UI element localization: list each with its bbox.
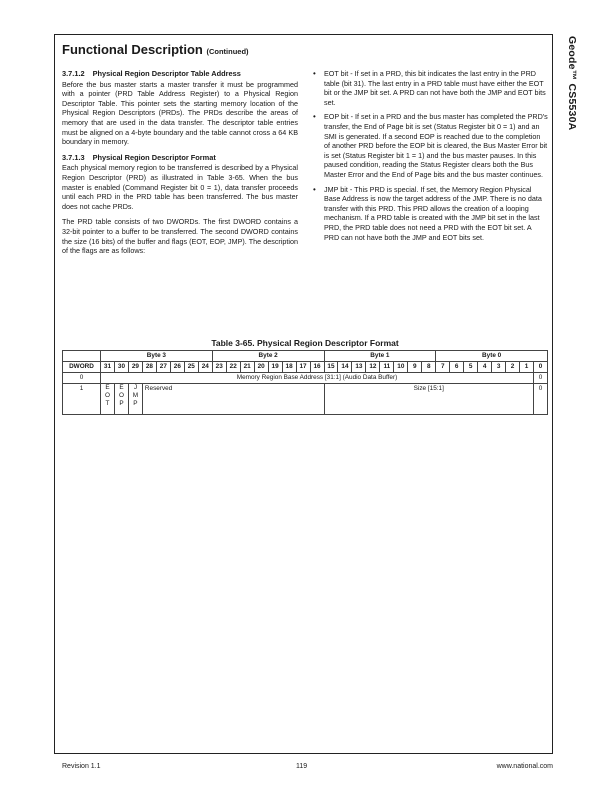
bit-number-cell: 16 [310, 362, 324, 373]
bit-number-cell: 20 [254, 362, 268, 373]
reserved-field: Reserved [142, 384, 324, 415]
table-header-byte0: Byte 0 [436, 351, 548, 362]
bit-number-cell: 2 [506, 362, 520, 373]
paragraph: The PRD table consists of two DWORDs. The first DWORD contains a 32-bit pointer to a buffer to be transferred. The second DWORD contains the size (16 bits) of the buffer and flags (EOT, EOP, JMP). The description of the flags are as follows: [62, 217, 298, 256]
table-row-bits [63, 362, 548, 373]
paragraph: Before the bus master starts a master transfer it must be programmed with a pointer (PRD Table Address Register) to a Physical Region Descriptor Table. This pointer sets the starting memory location of the Physical Region Descriptors (PRDs). The PRDs describe the areas of memory that are used in the data transfer. The descriptor table entries must be aligned on a 4-byte boundary and the table cannot cross a 64 KB boundary in memory. [62, 79, 298, 147]
flag-letter: O [118, 392, 124, 399]
flag-letter: E [119, 384, 124, 391]
flag-letter: P [133, 400, 138, 407]
bit-number-cell: 25 [184, 362, 198, 373]
bit0-value: 0 [534, 373, 548, 384]
section-number: 3.7.1.2 [62, 69, 85, 78]
prd-format-table [62, 350, 548, 415]
table-cell [63, 351, 101, 362]
bit-number-cell: 17 [296, 362, 310, 373]
table-row-dword1 [63, 384, 548, 415]
table-header-dword: DWORD [63, 362, 101, 373]
bit-number-cell: 12 [366, 362, 380, 373]
bit-number-cell: 30 [114, 362, 128, 373]
bit-number-cell: 23 [212, 362, 226, 373]
heading-subtitle: (Continued) [206, 47, 249, 56]
bit-number-cell: 9 [408, 362, 422, 373]
side-title [560, 36, 582, 196]
bit-number-cell: 31 [101, 362, 115, 373]
bit-number-cell: 24 [198, 362, 212, 373]
right-column [312, 69, 548, 247]
bit-number-cell: 26 [170, 362, 184, 373]
dword-index: 1 [63, 384, 101, 415]
flag-letter: T [105, 400, 110, 407]
bullet-jmp: • JMP bit - This PRD is special. If set, the Memory Region Physical Base Address is now the target address of the JMP. There is no data transfer with this PRD. This PRD allows the creation of a looping mechanism. If a PRD table is created with the JMP bit set in the last PRD, the PRD table does not need a PRD with the EOT bit set. A PRD can not have both the JMP and EOT bits set. [312, 185, 548, 243]
eop-flag-cell [114, 384, 128, 415]
section-heading-prd-format [62, 153, 298, 163]
bit-number-cell: 5 [464, 362, 478, 373]
bit-number-cell: 10 [394, 362, 408, 373]
jmp-flag-cell [128, 384, 142, 415]
flag-letter: E [105, 384, 110, 391]
bit-number-cell: 29 [128, 362, 142, 373]
flag-letter: J [133, 384, 138, 391]
bit-number-cell: 28 [142, 362, 156, 373]
flag-letter: P [119, 400, 124, 407]
section-number: 3.7.1.3 [62, 152, 85, 162]
bit-number-cell: 3 [492, 362, 506, 373]
bit-number-cell: 6 [450, 362, 464, 373]
bit-number-cell: 15 [324, 362, 338, 373]
bit-number-cell: 7 [436, 362, 450, 373]
section-title: Physical Region Descriptor Table Address [92, 69, 241, 78]
heading-title: Functional Description [62, 42, 203, 57]
table-header-byte3: Byte 3 [101, 351, 213, 362]
flag-letter: O [104, 392, 110, 399]
table-header-byte2: Byte 2 [212, 351, 324, 362]
bit-number-cell: 8 [422, 362, 436, 373]
side-title-text: Geode™ CS5530A [566, 36, 578, 131]
footer-page-number: 119 [296, 763, 308, 770]
bit-number-cell: 0 [534, 362, 548, 373]
bit-number-cell: 22 [226, 362, 240, 373]
footer-website: www.national.com [496, 763, 553, 770]
dword-index: 0 [63, 373, 101, 384]
table-header-byte1: Byte 1 [324, 351, 436, 362]
table-row-bytes [63, 351, 548, 362]
base-address-field: Memory Region Base Address [31:1] (Audio Data Buffer) [101, 373, 534, 384]
bit-number-cell: 1 [520, 362, 534, 373]
bit-number-cell: 14 [338, 362, 352, 373]
eot-flag-cell [101, 384, 115, 415]
bit-number-cell: 27 [156, 362, 170, 373]
section-heading-prd-table-address [62, 69, 298, 79]
bullet-eot: • EOT bit - If set in a PRD, this bit indicates the last entry in the PRD table (bit 31). The last entry in a PRD table must have either the EOT bit or the JMP bit set. A PRD can not have both the JMP and EOT bits set. [312, 69, 548, 107]
size-field: Size [15:1] [324, 384, 534, 415]
footer-revision: Revision 1.1 [62, 763, 101, 770]
bit-number-cell: 4 [478, 362, 492, 373]
bit-number-cell: 11 [380, 362, 394, 373]
page-heading [62, 42, 249, 57]
bit-number-cell: 21 [240, 362, 254, 373]
bit0-value: 0 [534, 384, 548, 415]
left-column [62, 69, 298, 262]
table-row-dword0 [63, 373, 548, 384]
bit-number-cell: 18 [282, 362, 296, 373]
bit-number-cell: 13 [352, 362, 366, 373]
bit-number-cell: 19 [268, 362, 282, 373]
section-title: Physical Region Descriptor Format [92, 152, 216, 162]
table-title: Table 3-65. Physical Region Descriptor Format [211, 338, 399, 348]
flag-letter: M [132, 392, 139, 399]
bullet-eop: • EOP bit - If set in a PRD and the bus master has completed the PRD's transfer, the End of Page bit is set (Status Register bit 0 = 1) and an SMI is generated. If a second EOP is reached due to the completion of another PRD before the EOP bit is cleared, the Bus Master Error bit is set (Status Register bit 1 = 1) and the bus master pauses. In this paused condition, reading the Status Register clears both the Bus Master Error and the End of Page bits and the bus master continues. [312, 112, 548, 179]
flag-bullet-list [312, 69, 548, 242]
paragraph: Each physical memory region to be transferred is described by a Physical Region Descriptor (PRD) as illustrated in Table 3-65. When the bus master is enabled (Command Register bit 0 = 1), data transfer proceeds until each PRD in the PRD table has been transferred. The bus master does not cache PRDs. [62, 163, 298, 211]
